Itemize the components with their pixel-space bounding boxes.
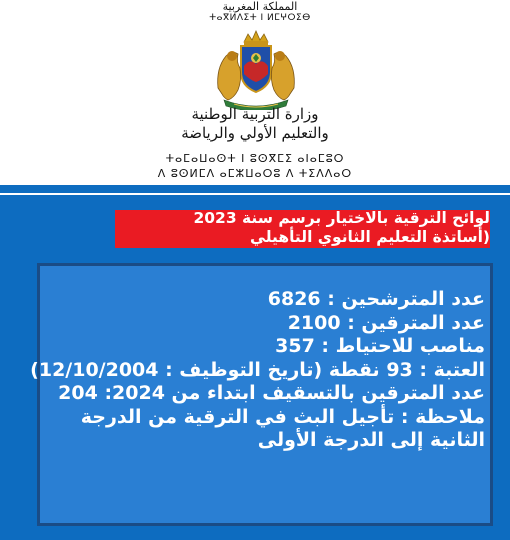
- note-line2: الثانية إلى الدرجة الأولى: [257, 429, 485, 451]
- title-line1: لوائح الترقية بالاختيار برسم سنة 2023: [193, 209, 490, 227]
- kingdom-name-tifinagh: ⵜⴰⴳⵍⴷⵉⵜ ⵏ ⵍⵎⵖⵔⵉⴱ: [209, 13, 311, 23]
- reserve-positions: مناصب للاحتياط : 357: [275, 335, 485, 357]
- title-line2: (أساتذة التعليم الثانوي التأهيلي: [250, 228, 490, 246]
- ministry-name-arabic: [160, 105, 350, 143]
- ministry-header: [0, 0, 510, 185]
- ministry-name-arabic-line1: وزارة التربية الوطنية: [191, 105, 319, 123]
- moroccan-coat-of-arms-icon: [208, 28, 304, 110]
- kingdom-name-arabic: المملكة المغربية: [222, 0, 298, 13]
- ministry-name-arabic-line2: والتعليم الأولي والرياضة: [181, 124, 329, 142]
- candidates-count: عدد المترشحين : 6826: [267, 288, 485, 310]
- threshold: العتبة : 93 نقطة (تاريخ التوظيف : 12/10/2004): [30, 358, 485, 381]
- ministry-name-tifinagh-line1: ⵜⴰⵎⴰⵡⴰⵙⵜ ⵏ ⵓⵙⴳⵎⵉ ⴰⵏⴰⵎⵓⵔ: [165, 152, 345, 165]
- note-line1: ملاحظة : تأجيل البث في الترقية من الدرجة: [80, 405, 485, 428]
- promoted-count: عدد المترقين : 2100: [287, 311, 485, 334]
- capped-promoted: عدد المترقين بالتسقيف ابتداء من 2024: 204: [58, 382, 485, 404]
- separator-line: [0, 193, 510, 195]
- ministry-name-tifinagh: [150, 151, 360, 181]
- promotion-stats: [30, 288, 485, 453]
- announcement-title: [100, 209, 490, 247]
- ministry-name-tifinagh-line2: ⴷ ⵓⵙⵍⵎⴷ ⴰⵎⵣⵡⴰⵔⵓ ⴷ ⵜⵉⴷⴷⴰⵔ: [157, 167, 353, 180]
